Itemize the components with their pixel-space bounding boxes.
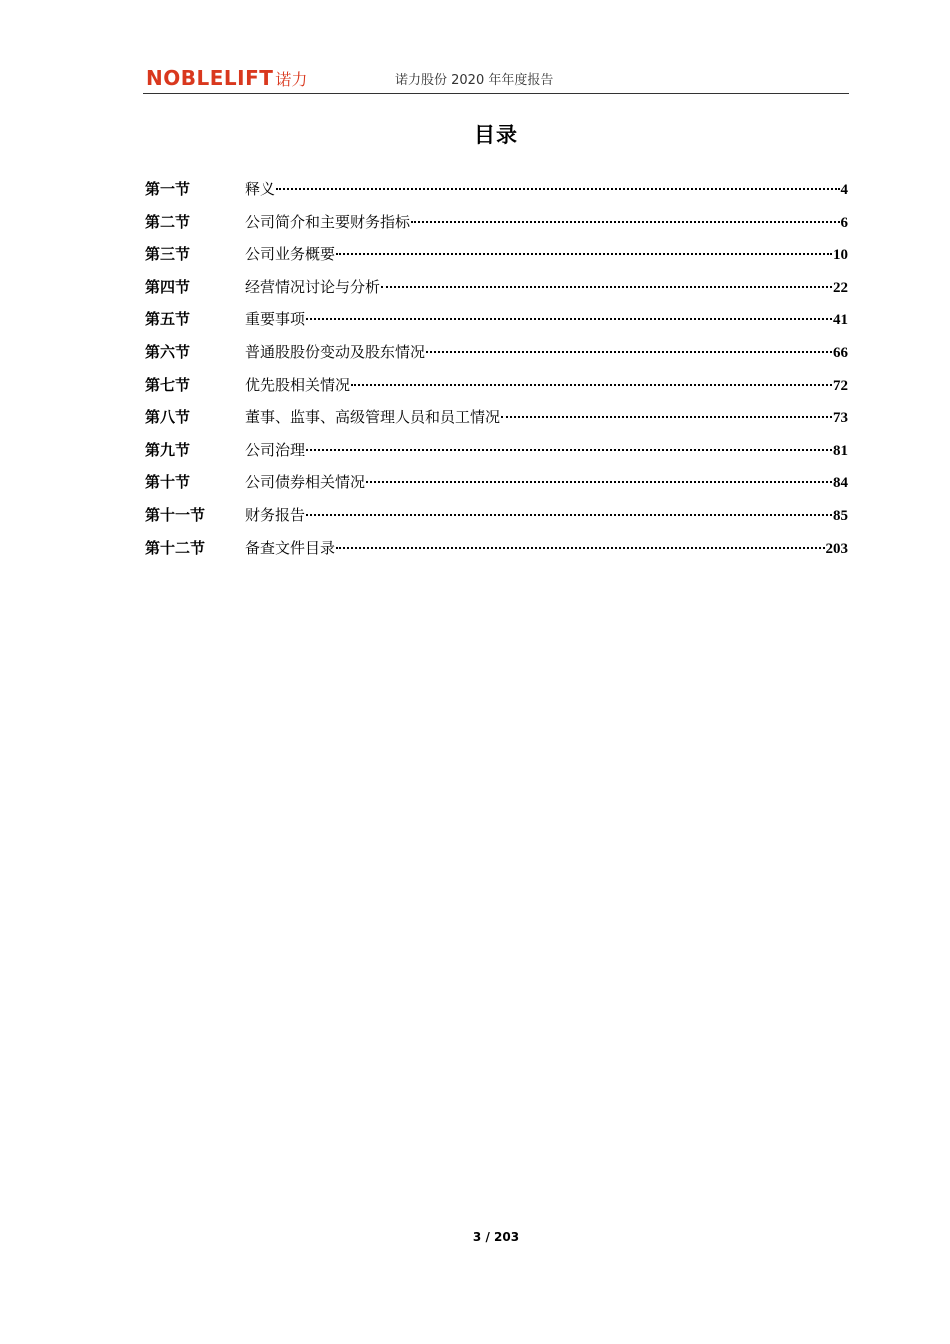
toc-section-number: 第十二节 — [145, 538, 206, 557]
toc-page-number: 85 — [833, 507, 848, 524]
toc-entry[interactable] — [145, 471, 848, 504]
toc-section-number: 第五节 — [145, 310, 191, 329]
dot-leader — [381, 286, 832, 288]
noblelift-logo — [146, 67, 307, 91]
toc-entry[interactable] — [145, 243, 848, 276]
dot-leader — [426, 351, 832, 353]
dot-leader — [336, 253, 832, 255]
toc-section-name: 释义 — [245, 180, 276, 198]
toc-page-number: 66 — [833, 344, 848, 361]
toc-entry[interactable] — [145, 374, 848, 407]
toc-list — [145, 178, 848, 569]
report-title: 诺力股份 2020 年年度报告 — [395, 73, 554, 88]
toc-section-number: 第六节 — [145, 342, 191, 361]
toc-entry[interactable] — [145, 439, 848, 472]
page-number-footer: 3 / 203 — [472, 1230, 520, 1244]
toc-page-number: 81 — [833, 442, 848, 459]
toc-section-number: 第九节 — [145, 440, 191, 459]
dot-leader — [306, 449, 832, 451]
toc-section-number: 第七节 — [145, 375, 191, 394]
toc-section-number: 第十一节 — [145, 505, 206, 524]
toc-page-number: 72 — [833, 377, 848, 394]
toc-section-name: 公司债券相关情况 — [245, 473, 366, 492]
toc-page-number: 10 — [833, 247, 848, 264]
dot-leader — [411, 221, 839, 223]
toc-page-number: 4 — [840, 182, 848, 198]
toc-section-number: 第三节 — [145, 245, 191, 264]
logo-wordmark-cn: 诺力 — [275, 70, 308, 89]
dot-leader — [276, 188, 839, 190]
toc-section-name: 财务报告 — [245, 505, 306, 524]
toc-section-name: 董事、监事、高级管理人员和员工情况 — [245, 408, 501, 427]
dot-leader — [366, 481, 832, 483]
dot-leader — [306, 318, 832, 320]
logo-wordmark-en: NOBLELIFT — [146, 66, 274, 90]
toc-page-number: 203 — [825, 540, 848, 557]
toc-entry[interactable] — [145, 406, 848, 439]
dot-leader — [501, 416, 832, 418]
dot-leader — [306, 514, 832, 516]
toc-section-name: 经营情况讨论与分析 — [245, 277, 381, 296]
toc-entry[interactable] — [145, 211, 848, 244]
page-header — [143, 62, 849, 94]
toc-section-number: 第一节 — [145, 180, 191, 198]
toc-section-name: 公司简介和主要财务指标 — [245, 212, 411, 231]
toc-page-number: 84 — [833, 475, 848, 492]
dot-leader — [336, 547, 824, 549]
toc-section-name: 普通股股份变动及股东情况 — [245, 342, 426, 361]
toc-page-number: 22 — [833, 279, 848, 296]
toc-section-number: 第十节 — [145, 473, 191, 492]
toc-page-number: 73 — [833, 410, 848, 427]
toc-page-number: 6 — [840, 214, 848, 231]
toc-section-name: 备查文件目录 — [245, 538, 336, 557]
dot-leader — [351, 384, 832, 386]
toc-page-number: 41 — [833, 312, 848, 329]
toc-section-name: 公司治理 — [245, 440, 306, 459]
toc-entry[interactable] — [145, 308, 848, 341]
toc-entry[interactable] — [145, 341, 848, 374]
toc-section-name: 优先股相关情况 — [245, 375, 351, 394]
toc-entry[interactable] — [145, 537, 848, 570]
toc-section-name: 重要事项 — [245, 310, 306, 329]
toc-entry[interactable] — [145, 276, 848, 309]
toc-section-number: 第四节 — [145, 277, 191, 296]
toc-entry[interactable] — [145, 504, 848, 537]
toc-heading: 目录 — [474, 123, 518, 147]
toc-section-number: 第二节 — [145, 212, 191, 231]
toc-entry[interactable] — [145, 178, 848, 211]
toc-section-number: 第八节 — [145, 408, 191, 427]
toc-section-name: 公司业务概要 — [245, 245, 336, 264]
